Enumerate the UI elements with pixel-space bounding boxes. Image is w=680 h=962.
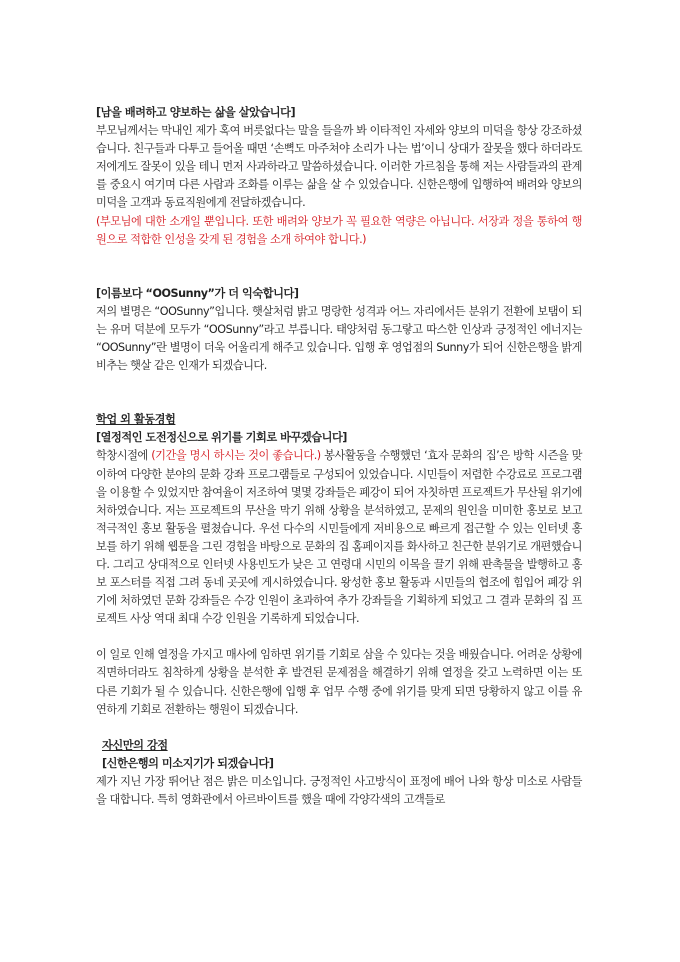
section1-heading: [남을 배려하고 양보하는 삶을 살았습니다] bbox=[96, 106, 296, 119]
section3-body-conclusion: 이 일로 인해 열정을 가지고 매사에 임하면 위기를 기회로 삼을 수 있다는 것을 배웠습니다. 어려운 상황에 직면하더라도 침착하게 상황을 분석한 후 발견된 문제점을 해결하기 위해 열정을 갖고 노력하면 이는 또 다른 기회가 될 수 있습니다. 신한은행에 입행 후 업무 수행 중에 위기를 맞게 되면 당황하지 않고 이를 유연하게 기회로 전환하는 행원이 되겠습니다. bbox=[96, 648, 582, 716]
spacer bbox=[96, 375, 582, 393]
section3-body-lead: 학창시절에 bbox=[96, 449, 152, 463]
section4-body: 제가 지닌 가장 뛰어난 점은 밝은 미소입니다. 긍정적인 사고방식이 표정에 배어 나와 항상 미소로 사람들을 대합니다. 특히 영화관에서 아르바이트를 했을 때에 각양각색의 고객들로 bbox=[96, 774, 582, 806]
spacer bbox=[96, 719, 582, 737]
document-body bbox=[96, 104, 582, 809]
spacer bbox=[96, 393, 582, 411]
section3-title: 학업 외 활동경험 bbox=[96, 413, 176, 427]
section1-feedback-note: (부모님에 대한 소개일 뿐입니다. 또한 배려와 양보가 꼭 필요한 역량은 아닙니다. 서장과 정을 통하여 행원으로 적합한 인성을 갖게 된 경험을 소개 하여야 합니다.) bbox=[96, 214, 582, 246]
spacer bbox=[96, 267, 582, 285]
section3-feedback-note: (기간을 명시 하시는 것이 좋습니다.) bbox=[151, 449, 321, 463]
section3-body bbox=[96, 447, 582, 628]
section4-heading: [신한은행의 미소지기가 되겠습니다] bbox=[102, 756, 274, 770]
section2-heading: [이름보다 “OOSunny”가 더 익숙합니다] bbox=[96, 286, 299, 300]
section1-body: 부모님께서는 막내인 제가 혹여 버릇없다는 말을 들을까 봐 이타적인 자세와 양보의 미덕을 항상 강조하셨습니다. 친구들과 다투고 들어올 때면 ‘손뼉도 마주쳐야 소리가 나는 법’이니 상대가 잘못을 했다 하더라도 저에게도 잘못이 있을 테니 먼저 사과하라고 말씀하셨습니다. 이러한 가르침을 통해 저는 사람들과의 관계를 중요시 여기며 다른 사람과 조화를 이루는 삶을 살 수 있었습니다. 신한은행에 입행하여 배려와 양보의 미덕을 고객과 동료직원에게 전달하겠습니다. bbox=[96, 124, 582, 210]
spacer bbox=[96, 249, 582, 267]
section3-heading: [열정적인 도전정신으로 위기를 기회로 바꾸겠습니다] bbox=[96, 431, 347, 445]
section2-body: 저의 별명은 “OOSunny”입니다. 햇살처럼 밝고 명랑한 성격과 어느 자리에서든 분위기 전환에 보탬이 되는 유머 덕분에 모두가 “OOSunny”라고 부릅니다. 태양처럼 동그랗고 따스한 인상과 긍정적인 에너지는 “OOSunny”란 별명이 더욱 어울리게 해주고 있습니다. 입행 후 영업점의 Sunny가 되어 신한은행을 밝게 비추는 햇살 같은 인재가 되겠습니다. bbox=[96, 304, 582, 373]
section3-body-rest: 봉사활동을 수행했던 ‘효자 문화의 집’은 방학 시즌을 맞이하여 다양한 분야의 문화 강좌 프로그램들로 구성되어 있었습니다. 시민들이 저렴한 수강료로 프로그램을 이용할 수 있었지만 참여율이 저조하여 몇몇 강좌들은 폐강이 되어 자칫하면 프로젝트가 무산될 위기에 처하였습니다. 저는 프로젝트의 무산을 막기 위해 상황을 분석하였고, 문제의 원인을 미미한 홍보로 보고 적극적인 홍보 활동을 펼쳤습니다. 우선 다수의 시민들에게 저비용으로 빠르게 접근할 수 있는 인터넷 홍보를 하기 위해 웹툰을 그린 경험을 바탕으로 문화의 집 홈페이지를 화사하고 친근한 분위기로 개편했습니다. 그리고 상대적으로 인터넷 사용빈도가 낮은 고 연령대 시민의 이목을 끌기 위해 판촉물을 발행하고 홍보 포스터를 직접 그려 동네 곳곳에 게시하였습니다. 왕성한 홍보 활동과 시민들의 협조에 힘입어 폐강 위기에 처하였던 문화 강좌들은 수강 인원이 초과하여 추가 강좌들을 기획하게 되었고 그 결과 문화의 집 프로젝트 사상 역대 최대 수강 인원을 기록하게 되었습니다. bbox=[96, 449, 582, 626]
section4-title: 자신만의 강점 bbox=[102, 738, 168, 752]
spacer bbox=[96, 628, 582, 646]
